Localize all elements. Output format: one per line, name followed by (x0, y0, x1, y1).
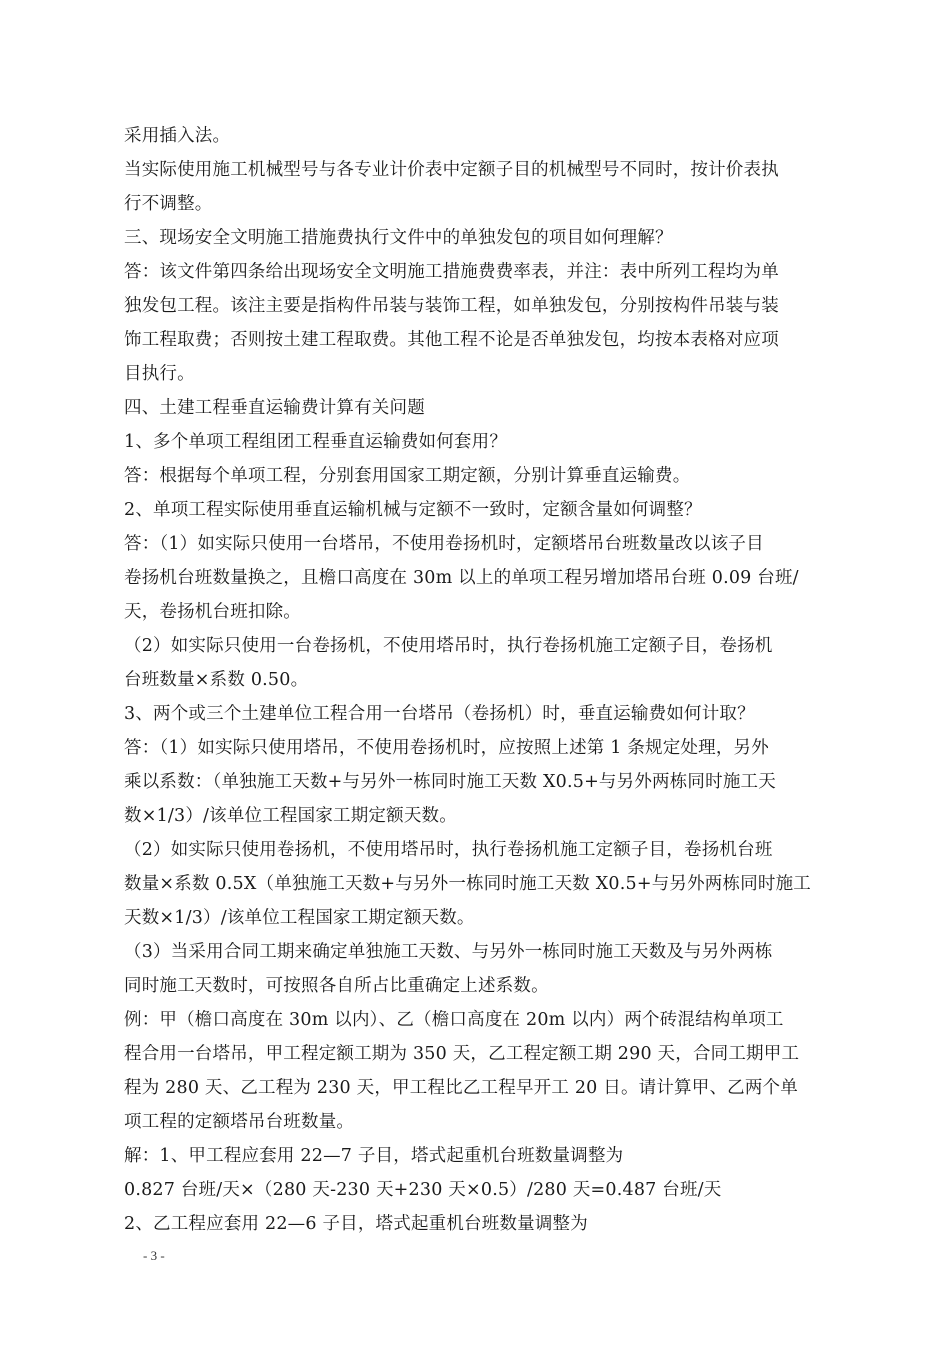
text-line: （2）如实际只使用卷扬机，不使用塔吊时，执行卷扬机施工定额子目，卷扬机台班 (124, 840, 773, 860)
text-line: 采用插入法。 (124, 126, 231, 146)
text-line: （3）当采用合同工期来确定单独施工天数、与另外一栋同时施工天数及与另外两栋 (124, 942, 773, 962)
example-line: 例：甲（檐口高度在 30m 以内）、乙（檐口高度在 20m 以内）两个砖混结构单项工 (124, 1010, 784, 1030)
text-line: 行不调整。 (124, 194, 213, 214)
text-line: 项工程的定额塔吊台班数量。 (124, 1112, 355, 1132)
section-heading: 四、土建工程垂直运输费计算有关问题 (124, 398, 425, 418)
text-line: （2）如实际只使用一台卷扬机，不使用塔吊时，执行卷扬机施工定额子目，卷扬机 (124, 636, 773, 656)
text-line: 目执行。 (124, 364, 195, 384)
text-line: 当实际使用施工机械型号与各专业计价表中定额子目的机械型号不同时，按计价表执 (124, 160, 779, 180)
section-heading: 三、现场安全文明施工措施费执行文件中的单独发包的项目如何理解？ (124, 228, 673, 248)
text-line: 台班数量×系数 0.50。 (124, 670, 309, 690)
answer-line: 答：根据每个单项工程，分别套用国家工期定额，分别计算垂直运输费。 (124, 466, 691, 486)
answer-line: 答：（1）如实际只使用一台塔吊，不使用卷扬机时，定额塔吊台班数量改以该子目 (124, 534, 764, 554)
text-line: 答：该文件第四条给出现场安全文明施工措施费费率表，并注：表中所列工程均为单 (124, 262, 779, 282)
text-line: 卷扬机台班数量换之，且檐口高度在 30m 以上的单项工程另增加塔吊台班 0.09 台班/ (124, 568, 799, 588)
text-line: 天，卷扬机台班扣除。 (124, 602, 301, 622)
formula-line: 0.827 台班/天×（280 天-230 天+230 天×0.5）/280 天=0.487 台班/天 (124, 1180, 722, 1200)
text-line: 同时施工天数时，可按照各自所占比重确定上述系数。 (124, 976, 549, 996)
document-body (124, 119, 834, 1241)
page-number: - 3 - (143, 1248, 165, 1263)
question-line: 2、单项工程实际使用垂直运输机械与定额不一致时，定额含量如何调整？ (124, 500, 702, 520)
text-line: 2、乙工程应套用 22—6 子目，塔式起重机台班数量调整为 (124, 1214, 588, 1234)
text-line: 独发包工程。该注主要是指构件吊装与装饰工程，如单独发包，分别按构件吊装与装 (124, 296, 779, 316)
question-line: 1、多个单项工程组团工程垂直运输费如何套用？ (124, 432, 508, 452)
answer-line: 答：（1）如实际只使用塔吊，不使用卷扬机时，应按照上述第 1 条规定处理，另外 (124, 738, 769, 758)
text-line: 乘以系数：（单独施工天数+与另外一栋同时施工天数 X0.5+与另外两栋同时施工天 (124, 772, 776, 792)
text-line: 数量×系数 0.5X（单独施工天数+与另外一栋同时施工天数 X0.5+与另外两栋同时施工 (124, 874, 811, 894)
text-line: 天数×1/3）/该单位工程国家工期定额天数。 (124, 908, 475, 928)
text-line: 程合用一台塔吊，甲工程定额工期为 350 天，乙工程定额工期 290 天，合同工期甲工 (124, 1044, 800, 1064)
text-line: 饰工程取费；否则按土建工程取费。其他工程不论是否单独发包，均按本表格对应项 (124, 330, 779, 350)
text-line: 程为 280 天、乙工程为 230 天，甲工程比乙工程早开工 20 日。请计算甲、乙两个单 (124, 1078, 798, 1098)
solution-line: 解：1、甲工程应套用 22—7 子目，塔式起重机台班数量调整为 (124, 1146, 624, 1166)
text-line: 数×1/3）/该单位工程国家工期定额天数。 (124, 806, 457, 826)
question-line: 3、两个或三个土建单位工程合用一台塔吊（卷扬机）时，垂直运输费如何计取？ (124, 704, 755, 724)
